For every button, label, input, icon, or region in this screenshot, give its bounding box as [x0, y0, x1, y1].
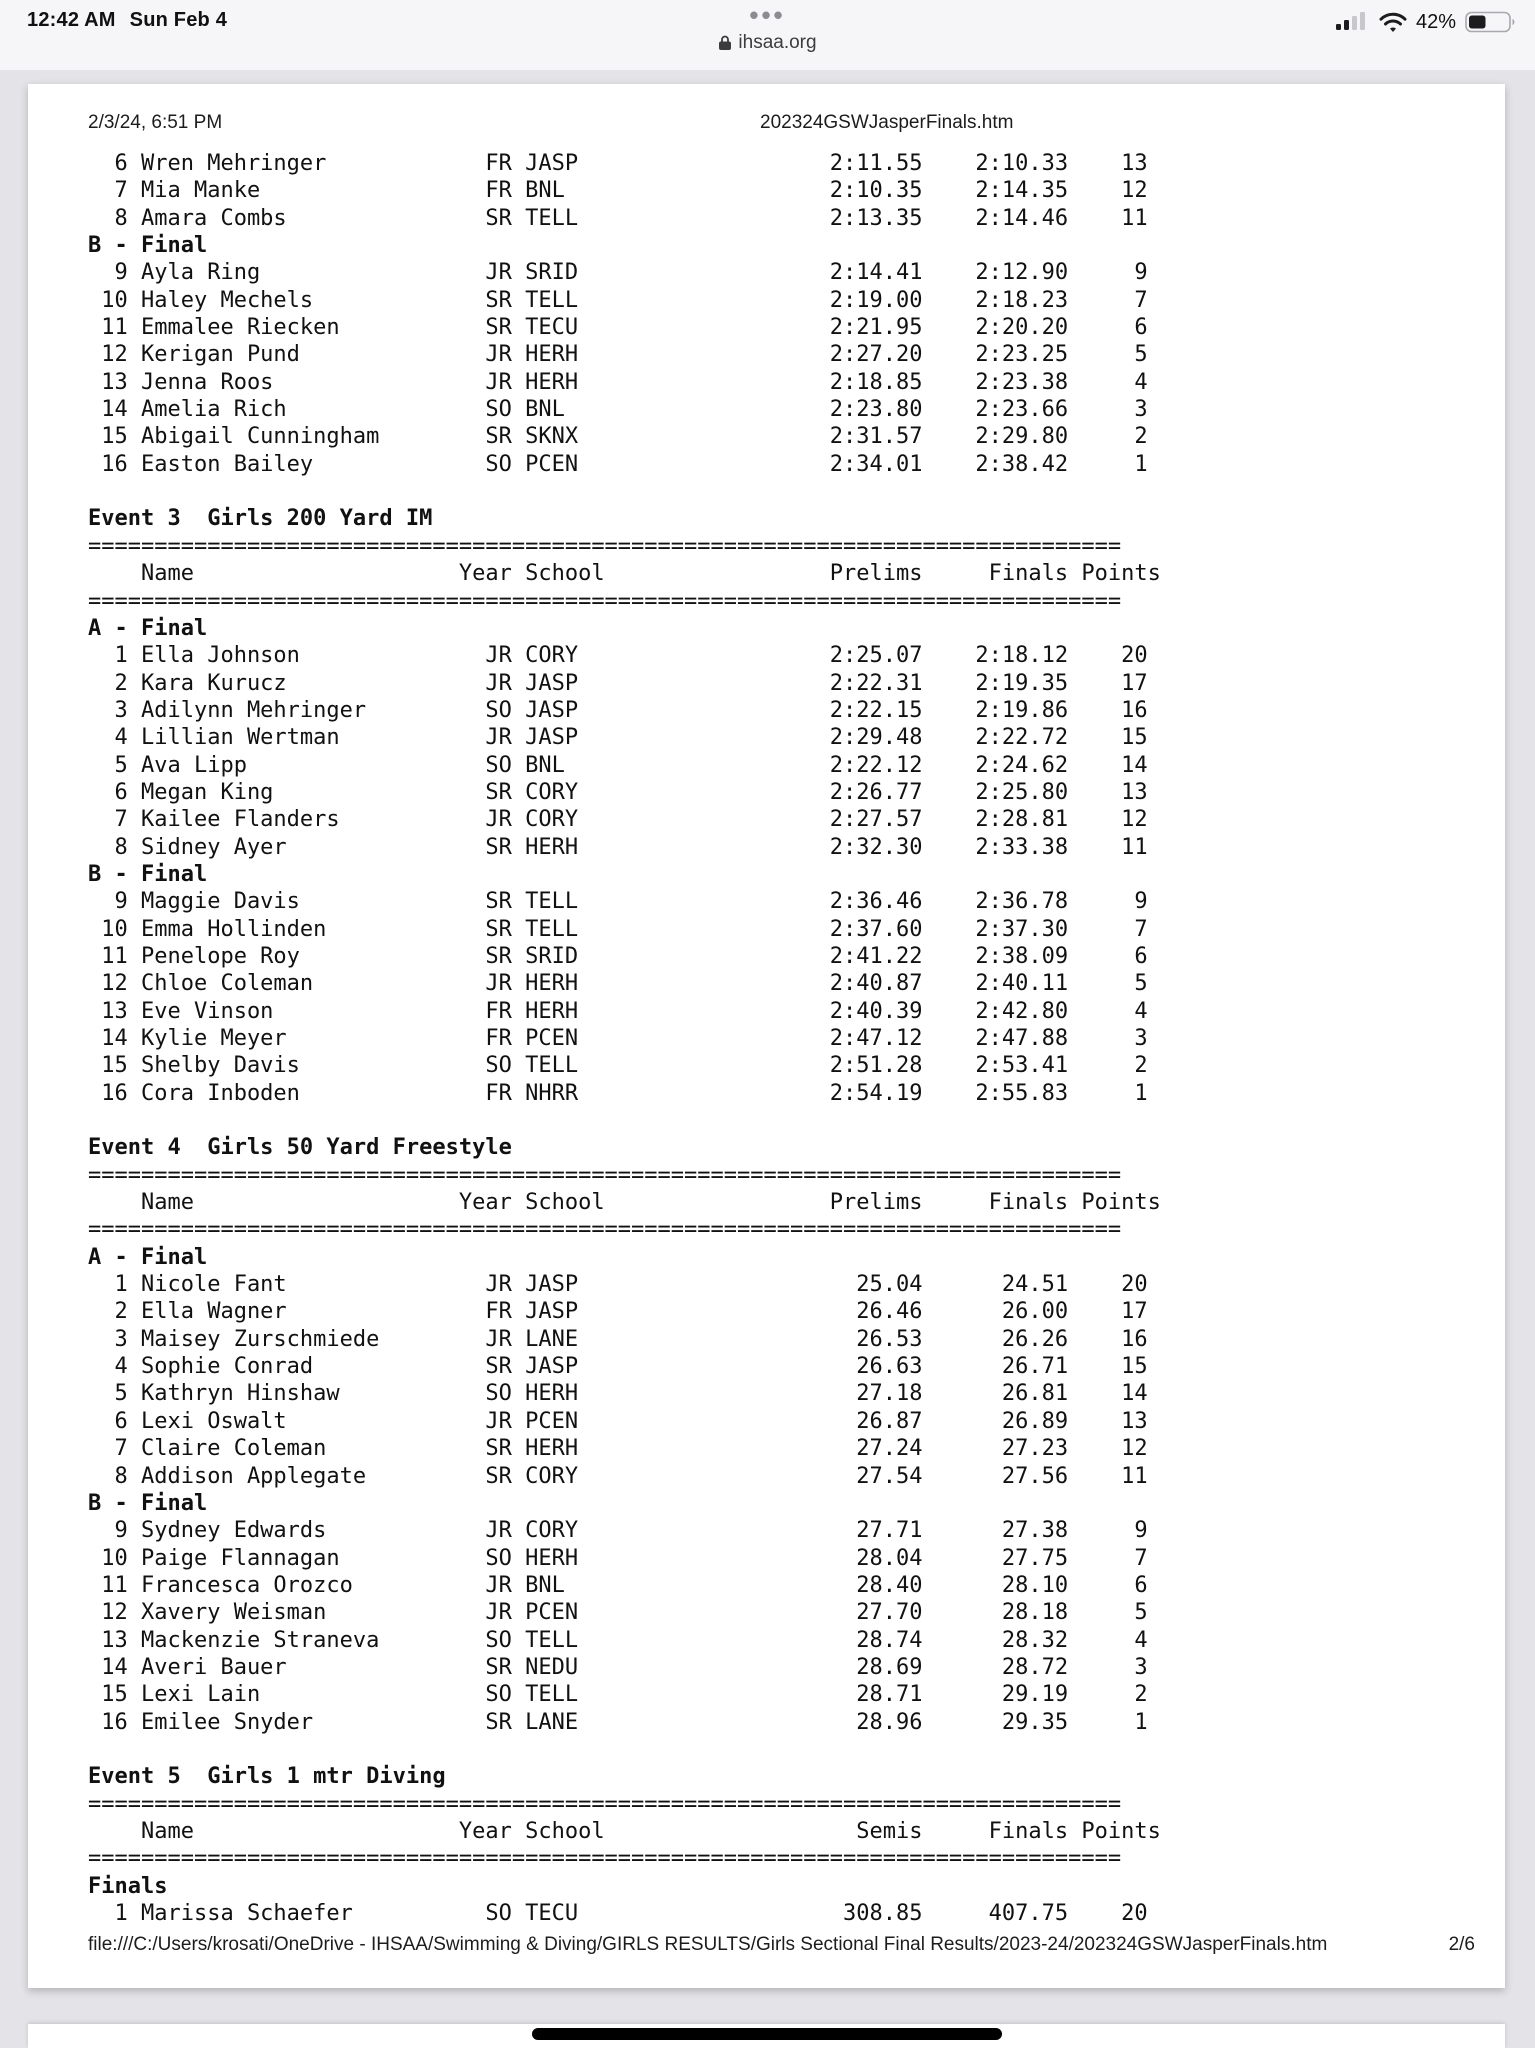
battery-icon	[1465, 10, 1517, 34]
event-title: Event 4 Girls 50 Yard Freestyle	[88, 1135, 512, 1161]
result-line: 7 Kailee Flanders JR CORY 2:27.57 2:28.81 12	[88, 807, 1148, 833]
result-line: 12 Chloe Coleman JR HERH 2:40.87 2:40.11 5	[88, 971, 1148, 997]
group-label: B - Final	[88, 861, 208, 887]
result-line: 11 Penelope Roy SR SRID 2:41.22 2:38.09 6	[88, 943, 1148, 969]
result-line: 9 Sydney Edwards JR CORY 27.71 27.38 9	[88, 1518, 1148, 1544]
result-line: 6 Lexi Oswalt JR PCEN 26.87 26.89 13	[88, 1408, 1148, 1434]
print-footer-path: file:///C:/Users/krosati/OneDrive - IHSAA/Swimming & Diving/GIRLS RESULTS/Girls Sectional Final Results/2023-24/202324GSWJasperFinals.htm	[88, 1934, 1328, 1955]
result-line: 9 Ayla Ring JR SRID 2:14.41 2:12.90 9	[88, 260, 1148, 286]
status-time: 12:42 AM	[27, 9, 116, 31]
result-line: 3 Adilynn Mehringer SO JASP 2:22.15 2:19.86 16	[88, 697, 1148, 723]
result-line: 8 Amara Combs SR TELL 2:13.35 2:14.46 11	[88, 205, 1148, 231]
result-line: 13 Jenna Roos JR HERH 2:18.85 2:23.38 4	[88, 369, 1148, 395]
table-ruler: ==============================================================================	[88, 533, 1122, 559]
print-header-date: 2/3/24, 6:51 PM	[88, 112, 223, 133]
table-header: Name Year School Semis Finals Points	[88, 1818, 1161, 1844]
table-ruler: ==============================================================================	[88, 588, 1122, 614]
result-line: 1 Marissa Schaefer SO TECU 308.85 407.75 20	[88, 1901, 1148, 1926]
result-line: 7 Mia Manke FR BNL 2:10.35 2:14.35 12	[88, 178, 1148, 204]
event-title: Event 3 Girls 200 Yard IM	[88, 506, 433, 532]
table-ruler: ==============================================================================	[88, 1791, 1122, 1817]
result-line: 1 Nicole Fant JR JASP 25.04 24.51 20	[88, 1272, 1148, 1298]
result-line: 1 Ella Johnson JR CORY 2:25.07 2:18.12 20	[88, 643, 1148, 669]
result-line: 2 Kara Kurucz JR JASP 2:22.31 2:19.35 17	[88, 670, 1148, 696]
result-line: 15 Shelby Davis SO TELL 2:51.28 2:53.41 2	[88, 1053, 1148, 1079]
result-line: 12 Xavery Weisman JR PCEN 27.70 28.18 5	[88, 1600, 1148, 1626]
group-label: B - Final	[88, 1490, 208, 1516]
blank-line	[88, 1736, 1161, 1763]
result-line: 13 Eve Vinson FR HERH 2:40.39 2:42.80 4	[88, 998, 1148, 1024]
result-line: 10 Paige Flannagan SO HERH 28.04 27.75 7	[88, 1545, 1148, 1571]
blank-line	[88, 1107, 1161, 1134]
results-text	[88, 150, 1161, 1927]
home-indicator[interactable]	[532, 2028, 1002, 2040]
result-line: 8 Addison Applegate SR CORY 27.54 27.56 11	[88, 1463, 1148, 1489]
result-line: 11 Emmalee Riecken SR TECU 2:21.95 2:20.20 6	[88, 315, 1148, 341]
result-line: 6 Megan King SR CORY 2:26.77 2:25.80 13	[88, 779, 1148, 805]
lock-icon	[718, 34, 732, 51]
result-line: 16 Cora Inboden FR NHRR 2:54.19 2:55.83 1	[88, 1080, 1148, 1106]
address-bar-text: ihsaa.org	[738, 32, 817, 53]
result-line: 5 Ava Lipp SO BNL 2:22.12 2:24.62 14	[88, 752, 1148, 778]
print-header-filename: 202324GSWJasperFinals.htm	[760, 112, 1014, 133]
status-bar	[0, 0, 1535, 71]
group-label: B - Final	[88, 233, 208, 259]
group-label: A - Final	[88, 615, 208, 641]
cellular-signal-icon	[1336, 11, 1370, 33]
wifi-icon	[1379, 11, 1407, 33]
more-options-button[interactable]: •••	[749, 0, 786, 30]
result-line: 6 Wren Mehringer FR JASP 2:11.55 2:10.33 13	[88, 151, 1148, 176]
result-line: 7 Claire Coleman SR HERH 27.24 27.23 12	[88, 1436, 1148, 1462]
result-line: 10 Emma Hollinden SR TELL 2:37.60 2:37.30 7	[88, 916, 1148, 942]
result-line: 3 Maisey Zurschmiede JR LANE 26.53 26.26 16	[88, 1326, 1148, 1352]
result-line: 12 Kerigan Pund JR HERH 2:27.20 2:23.25 5	[88, 342, 1148, 368]
table-ruler: ==============================================================================	[88, 1217, 1122, 1243]
group-label: Finals	[88, 1873, 168, 1899]
result-line: 9 Maggie Davis SR TELL 2:36.46 2:36.78 9	[88, 889, 1148, 915]
result-line: 14 Kylie Meyer FR PCEN 2:47.12 2:47.88 3	[88, 1026, 1148, 1051]
result-line: 15 Abigail Cunningham SR SKNX 2:31.57 2:29.80 2	[88, 424, 1148, 450]
result-line: 8 Sidney Ayer SR HERH 2:32.30 2:33.38 11	[88, 834, 1148, 860]
result-line: 2 Ella Wagner FR JASP 26.46 26.00 17	[88, 1299, 1148, 1325]
address-bar[interactable]	[0, 32, 1535, 54]
result-line: 15 Lexi Lain SO TELL 28.71 29.19 2	[88, 1682, 1148, 1708]
result-line: 4 Lillian Wertman JR JASP 2:29.48 2:22.72 15	[88, 725, 1148, 751]
result-line: 14 Averi Bauer SR NEDU 28.69 28.72 3	[88, 1654, 1148, 1680]
result-line: 16 Emilee Snyder SR LANE 28.96 29.35 1	[88, 1709, 1148, 1735]
result-line: 10 Haley Mechels SR TELL 2:19.00 2:18.23 7	[88, 287, 1148, 313]
result-line: 5 Kathryn Hinshaw SO HERH 27.18 26.81 14	[88, 1381, 1148, 1407]
table-ruler: ==============================================================================	[88, 1846, 1122, 1872]
table-header: Name Year School Prelims Finals Points	[88, 1190, 1161, 1216]
result-line: 11 Francesca Orozco JR BNL 28.40 28.10 6	[88, 1572, 1148, 1598]
result-line: 14 Amelia Rich SO BNL 2:23.80 2:23.66 3	[88, 397, 1148, 423]
status-date: Sun Feb 4	[129, 9, 228, 31]
group-label: A - Final	[88, 1244, 208, 1270]
result-line: 16 Easton Bailey SO PCEN 2:34.01 2:38.42 1	[88, 451, 1148, 477]
result-line: 13 Mackenzie Straneva SO TELL 28.74 28.32 4	[88, 1627, 1148, 1653]
table-header: Name Year School Prelims Finals Points	[88, 561, 1161, 587]
result-line: 4 Sophie Conrad SR JASP 26.63 26.71 15	[88, 1354, 1148, 1380]
table-ruler: ==============================================================================	[88, 1162, 1122, 1188]
battery-percent: 42%	[1415, 10, 1456, 33]
document-page	[28, 84, 1505, 1988]
blank-line	[88, 478, 1161, 505]
event-title: Event 5 Girls 1 mtr Diving	[88, 1764, 446, 1790]
print-footer-page-number: 2/6	[1448, 1934, 1475, 1955]
